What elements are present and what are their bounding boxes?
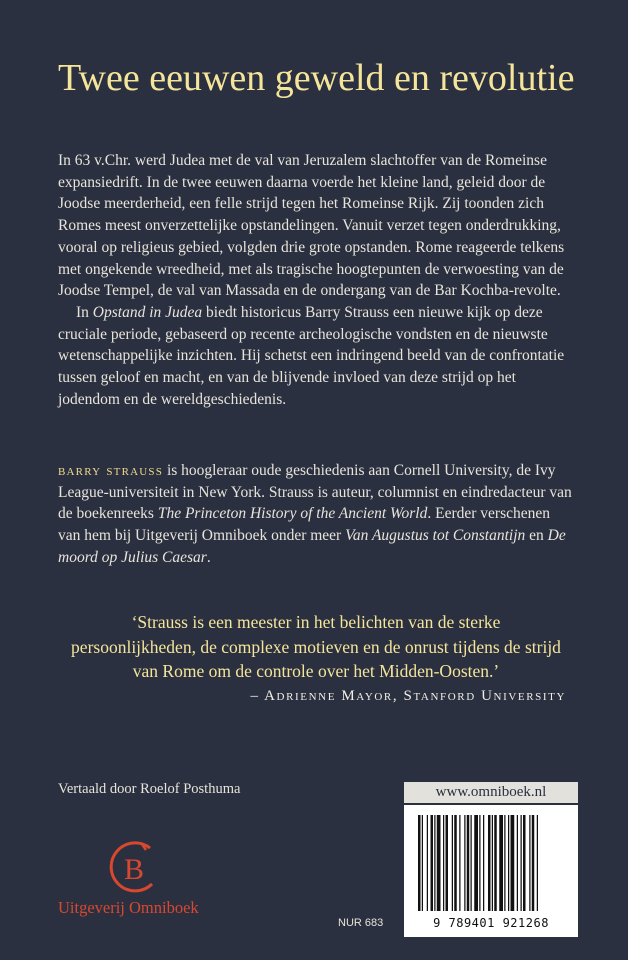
review-quote: ‘Strauss is een meester in het belichten van de sterke persoonlijkheden, de complexe motieven en de onrust tijdens de strijd van Rome om de controle over het Midden-Oosten.’ [71,612,561,681]
book-title-italic: Opstand in Judea [92,303,203,321]
barcode-bars [404,805,578,917]
author-name: barry strauss [58,462,164,479]
barcode-bar [479,815,480,911]
barcode-bar [434,815,435,911]
barcode-bar [443,815,444,911]
isbn-number: 9 789401 921268 [433,916,549,930]
barcode-bar [511,815,515,911]
barcode-bar [517,815,518,911]
description-paragraph-1: In 63 v.Chr. werd Judea met de val van Jeruzalem slachtoffer van de Romeinse expansiedrift. In de twee eeuwen daarna voerde het kleine land, geleid door de Joodse meerderheid, een felle strijd tegen het Romeinse Rijk. Zij toonden zich Romes meest onverzettelijke opstandelingen. Vanuit verzet tegen onderdrukking, vooral op religieus gebied, volgden drie grote opstanden. Rome reageerde telkens met ongekende wreedheid, met als tragische hoogtepunten de verwoesting van de Joodse Tempel, de val van Massada en de ondergang van de Bar Kochba-revolte. [58,152,565,300]
barcode-bar [446,815,449,911]
barcode-bar [459,815,460,911]
barcode-bar [437,815,441,911]
barcode-bar [508,815,509,911]
barcode-bar [537,815,538,911]
barcode-bar [523,815,526,911]
barcode [404,805,578,937]
other-book-title: Van Augustus tot Constantijn [345,527,526,545]
barcode-bar [504,815,505,911]
book-title: Twee eeuwen geweld en revolutie [58,57,575,99]
other-book-title: De moord op Julius Caesar [58,527,566,566]
svg-text:B: B [123,853,145,886]
barcode-bar [474,815,478,911]
barcode-bar [499,815,503,911]
quote-attribution: – Adrienne Mayor, Stanford University [250,688,566,704]
barcode-bar [452,815,453,911]
barcode-bar [418,815,421,911]
book-series-title: The Princeton History of the Ancient World [157,505,428,523]
barcode-bar [488,815,491,911]
barcode-bar [532,815,535,911]
barcode-bar [431,815,434,911]
barcode-bar [427,815,428,911]
barcode-bar [422,815,423,911]
barcode-bar [454,815,457,911]
omniboek-logo-icon [102,836,166,900]
nur-code: NUR 683 [338,917,384,929]
publisher-website: www.omniboek.nl [404,782,578,803]
barcode-bar [464,815,465,911]
barcode-bar [471,815,472,911]
barcode-bar [494,815,497,911]
barcode-bar [492,815,493,911]
author-bio: barry strauss is hoogleraar oude geschiedenis aan Cornell University, de Ivy League-universiteit in New York. Strauss is auteur, columnist en eindredacteur van de boekenreeks The Princeton History of the Ancient World. Eerder verschenen van hem bij Uitgeverij Omniboek onder meer Van Augustus tot Constantijn en De moord op Julius Caesar. [58,462,572,566]
barcode-bar [467,815,470,911]
description-paragraph-2: In Opstand in Judea biedt historicus Barry Strauss een nieuwe kijk op deze cruciale periode, gebaseerd op recente archeologische vondsten en de nieuwste wetenschappelijke inzichten. Hij schetst een indringend beeld van de confrontatie tussen geloof en macht, en van de blijvende invloed van deze strijd op het jodendom en de wereldgeschiedenis. [58,303,565,408]
translator-credit: Vertaald door Roelof Posthuma [58,781,241,797]
book-description [58,150,572,410]
publisher-name: Uitgeverij Omniboek [58,898,199,917]
barcode-bar [521,815,522,911]
barcode-bar [529,815,530,911]
barcode-bar [483,815,484,911]
